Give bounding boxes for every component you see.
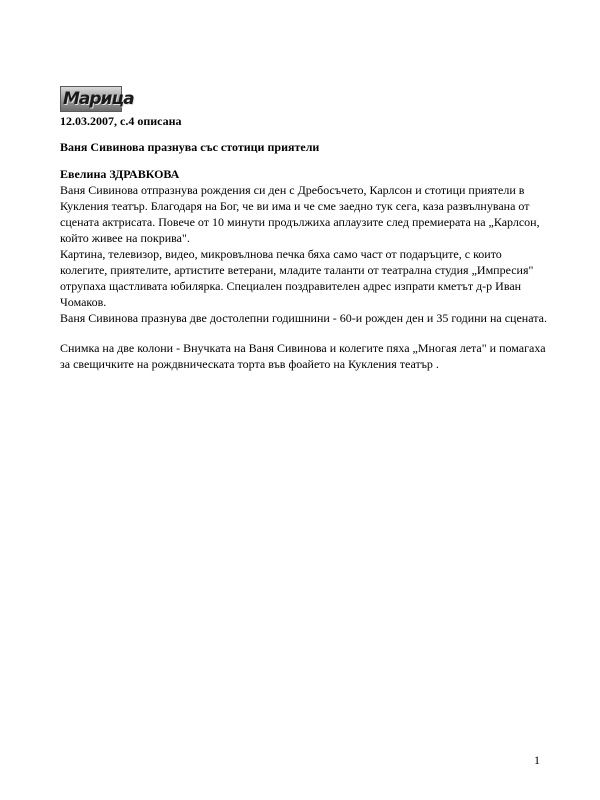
- paragraph-spacer: [60, 326, 550, 340]
- photo-caption: Снимка на две колони - Внучката на Ваня Сивинова и колегите пяха „Многая лета" и помагаха за свещичките на рождвническата торта във фоайето на Кукления театър .: [60, 341, 546, 371]
- article-paragraph: Картина, телевизор, видео, микровълнова печка бяха само част от подаръците, с които колегите, приятелите, артистите ветерани, младите таланти от театрална студия „Импресия" отрупаха щастливата юбилярка. Специален поздравителен адрес изпрати кметът д-р Иван Чомаков.: [60, 247, 534, 309]
- newspaper-logo: [60, 86, 134, 112]
- article-author: Евелина ЗДРАВКОВА: [60, 167, 180, 181]
- article-headline: Ваня Сивинова празнува със стотици приятели: [60, 140, 320, 154]
- page-number: 1: [534, 753, 540, 767]
- article-body: [60, 182, 550, 372]
- newspaper-logo-text: Марица: [63, 89, 134, 109]
- publication-dateline: 12.03.2007, с.4 описана: [60, 114, 182, 128]
- article-paragraph: Ваня Сивинова отпразнува рождения си ден с Дребосъчето, Карлсон и стотици приятели в Кукления театър. Благодаря на Бог, че ви има и че сме заедно тук сега, каза развълнувана от сцената актрисата. Повече от 10 минути продължиха аплаузите след премиерата на „Карлсон, който живее на покрива".: [60, 183, 540, 245]
- article-paragraph: Ваня Сивинова празнува две достолепни годишнини - 60-и рожден ден и 35 години на сцената.: [60, 311, 547, 325]
